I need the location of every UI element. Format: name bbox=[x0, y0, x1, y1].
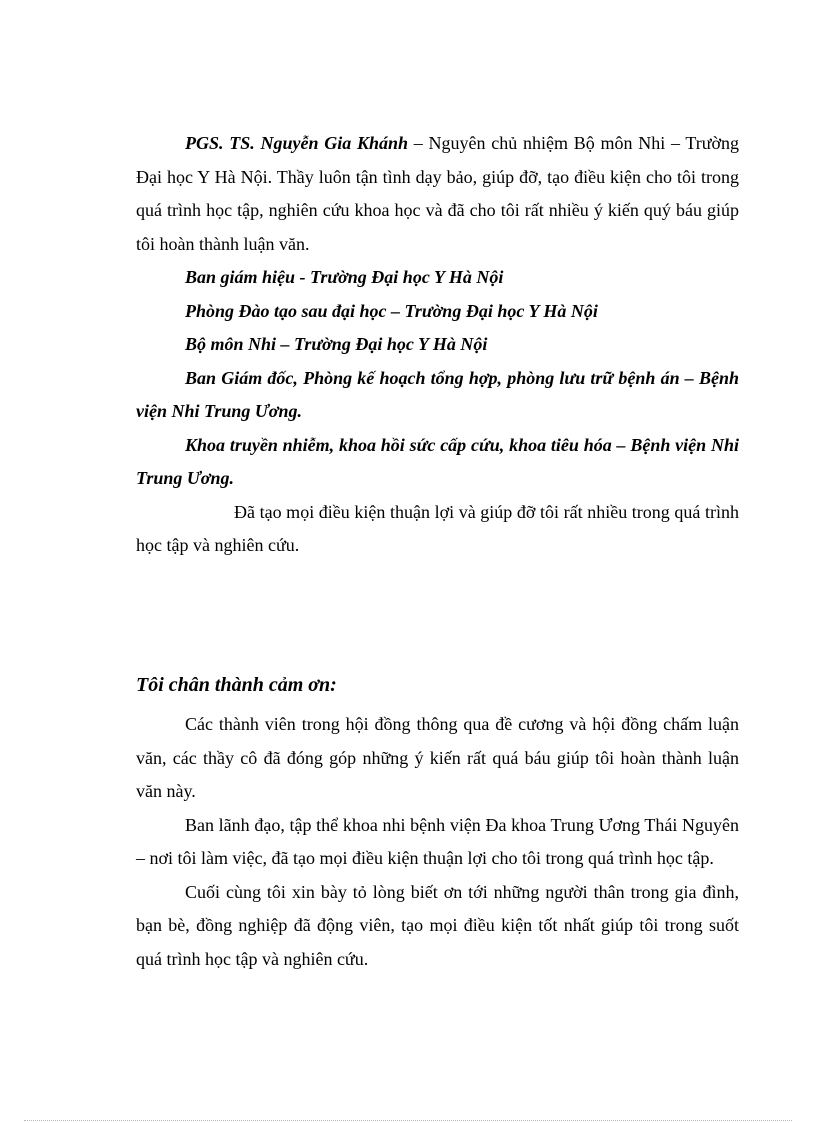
advisor-paragraph bbox=[136, 127, 739, 261]
ack-hospital-directors: Ban Giám đốc, Phòng kế hoạch tổng hợp, phòng lưu trữ bệnh án – Bệnh viện Nhi Trung Ương. bbox=[136, 367, 739, 421]
thanks-paragraph-workplace: Ban lãnh đạo, tập thể khoa nhi bệnh viện Đa khoa Trung Ương Thái Nguyên – nơi tôi làm việc, đã tạo mọi điều kiện thuận lợi cho tôi trong quá trình học tập. bbox=[136, 814, 739, 868]
acknowledgement-section bbox=[136, 127, 739, 563]
ack-pediatrics-department: Bộ môn Nhi – Trường Đại học Y Hà Nội bbox=[185, 334, 488, 354]
thanks-paragraph-family: Cuối cùng tôi xin bày tỏ lòng biết ơn tới những người thân trong gia đình, bạn bè, đồng nghiệp đã động viên, tạo mọi điều kiện tốt nhất giúp tôi trong suốt quá trình học tập và nghiên cứu. bbox=[136, 881, 739, 969]
thanks-paragraph-committee: Các thành viên trong hội đồng thông qua đề cương và hội đồng chấm luận văn, các thầy cô đã đóng góp những ý kiến rất quá báu giúp tôi hoàn thành luận văn này. bbox=[136, 714, 739, 801]
advisor-name: PGS. TS. Nguyễn Gia Khánh bbox=[185, 133, 409, 153]
closing-paragraph: Đã tạo mọi điều kiện thuận lợi và giúp đỡ tôi rất nhiều trong quá trình học tập và nghiên cứu. bbox=[136, 501, 739, 555]
page-bottom-divider bbox=[24, 1120, 792, 1121]
ack-hospital-departments: Khoa truyền nhiễm, khoa hồi sức cấp cứu, khoa tiêu hóa – Bệnh viện Nhi Trung Ương. bbox=[136, 434, 739, 488]
ack-postgraduate-office: Phòng Đào tạo sau đại học – Trường Đại học Y Hà Nội bbox=[185, 300, 598, 321]
thanks-section bbox=[136, 708, 739, 976]
ack-board-of-rectors: Ban giám hiệu - Trường Đại học Y Hà Nội bbox=[185, 267, 504, 287]
thanks-heading: Tôi chân thành cảm ơn: bbox=[136, 674, 337, 696]
advisor-text: – Nguyên chủ nhiệm Bộ môn Nhi – Trường Đại học Y Hà Nội. Thầy luôn tận tình dạy bảo, giúp đỡ, tạo điều kiện cho tôi trong quá trình học tập, nghiên cứu khoa học và đã cho tôi rất nhiều ý kiến quý báu giúp tôi hoàn thành luận văn. bbox=[136, 133, 739, 254]
